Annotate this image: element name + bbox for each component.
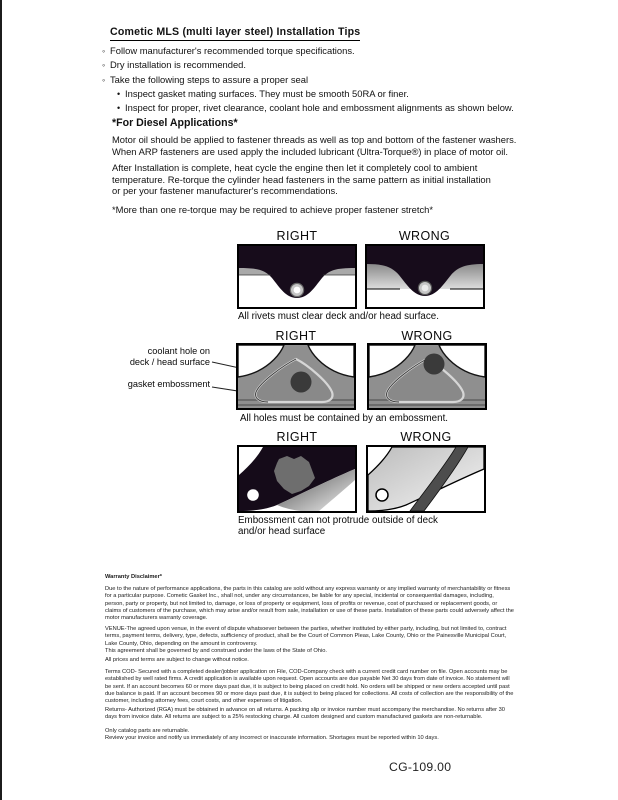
paragraph-text: Review your invoice and notify us immediately of any incorrect or inaccurate information. Shortages must be reported within 10 days. bbox=[105, 735, 439, 742]
hole-outside-illustration bbox=[369, 345, 485, 408]
tip-text: Follow manufacturer's recommended torque specifications. bbox=[110, 45, 355, 56]
paragraph-text: Only catalog parts are returnable. bbox=[105, 728, 190, 734]
warranty-disclaimer-heading: Warranty Disclaimer* bbox=[105, 574, 163, 580]
hole-diagram-wrong bbox=[367, 343, 487, 410]
warranty-paragraph: Due to the nature of performance applications, the parts in this catalog are sold without any express warranty or any implied warranty of merchantability or fitness for a particular purpose. Cometic Gasket Inc., shall not, under any circumstances, be liable for any special, incidental or consequential damages, including, person, party or property, but not limited to, damage, or loss of property or equipment, loss of profits or revenue, cost of purchased or replacement goods, or claims of customers of the purchase, which may arise and/or result from sale, installation or use of these parts. Installation of these parts could adversely affect the motor manufacturers warranty coverage. bbox=[105, 586, 514, 622]
tip-text: Take the following steps to assure a proper seal bbox=[110, 73, 309, 85]
gasket-embossment-label: gasket embossment bbox=[127, 379, 210, 389]
embossment-inside-illustration bbox=[239, 447, 355, 511]
caption-line: and/or head surface bbox=[238, 526, 326, 537]
terms-cod-paragraph: Terms COD- Secured with a completed dealer/jobber application on File, COD-Company check with a current credit card number on file. Open accounts may be established by well rated firms. A credit application is available upon request. Open accounts are due payable Net 30 days from date of invoice. No statement will be sent. If an account becomes 60 or more days past due, it is subject to being placed on credit hold. No orders will be shipped or new orders accepted until past due balance is paid. If an account becomes 90 or more days past due, it is subject to being placed for collections. All costs of collection are the responsibility of the customer, including attorney fees, court costs, and other expenses of litigation. bbox=[105, 669, 514, 705]
tip-text: Inspect for proper, rivet clearance, coolant hole and embossment alignments as shown below. bbox=[125, 102, 514, 114]
label-line: coolant hole on bbox=[147, 346, 210, 356]
paragraph-line: After Installation is complete, heat cycle the engine then let it completely cool to ambient bbox=[112, 162, 478, 173]
hole-diagram-right bbox=[236, 343, 356, 410]
paragraph-line: When ARP fasteners are used apply the included lubricant (Ultra-Torque®) in place of motor oil. bbox=[112, 145, 508, 157]
venue-paragraph bbox=[105, 626, 514, 655]
protrude-caption bbox=[238, 515, 438, 537]
embossment-protrude-illustration bbox=[368, 447, 484, 511]
dot-bullet-icon bbox=[117, 101, 125, 115]
hole-contained-illustration bbox=[238, 345, 354, 408]
label-line: deck / head surface bbox=[129, 356, 210, 367]
wrong-label-3: WRONG bbox=[400, 430, 452, 444]
paragraph-text: This agreement shall be governed by and construed under the laws of the State of Ohio. bbox=[105, 647, 327, 654]
embossment-diagram-wrong bbox=[366, 445, 486, 513]
tip-text: Dry installation is recommended. bbox=[110, 59, 246, 71]
rivet-diagram-right bbox=[237, 244, 357, 309]
open-bullet-icon bbox=[102, 44, 110, 58]
right-label-1: RIGHT bbox=[276, 229, 318, 243]
open-bullet-icon bbox=[102, 73, 110, 87]
installation-tips-list bbox=[102, 44, 514, 115]
wrong-label-2: WRONG bbox=[401, 329, 453, 343]
embossment-diagram-right bbox=[237, 445, 357, 513]
prices-paragraph: All prices and terms are subject to change without notice. bbox=[105, 657, 249, 663]
rivet-diagram-wrong bbox=[365, 244, 485, 309]
list-item bbox=[102, 44, 514, 58]
wrong-label-1: WRONG bbox=[398, 229, 451, 243]
holes-caption: All holes must be contained by an embossment. bbox=[240, 413, 449, 424]
returns-paragraph: Returns- Authorized (RGA) must be obtained in advance on all returns. A packing slip or invoice number must accompany the merchandise. No returns after 30 days from invoice date. All returns are subject to a 25% restocking charge. All custom designed and custom manufactured gaskets are non-returnable. bbox=[105, 707, 505, 721]
list-item bbox=[117, 101, 514, 115]
rivet-interfere-illustration bbox=[367, 246, 483, 307]
rivet-clear-illustration bbox=[239, 246, 355, 307]
page-left-edge bbox=[0, 0, 2, 800]
right-label-2: RIGHT bbox=[275, 329, 317, 343]
paragraph-text: VENUE-The agreed upon venue, in the event of dispute whatsoever between the parties, whether instituted by either party, including, but not limited to, contract terms, payment terms, delivery, type, defects, sufficiency of product, shall be the Court of Common Pleas, Lake County, Ohio or the Painesville Municipal Court, Lake County, Ohio, depending on the amount in controversy. bbox=[105, 626, 507, 647]
list-item bbox=[102, 58, 514, 72]
retorque-note: *More than one re-torque may be required to achieve proper fastener stretch* bbox=[112, 204, 434, 215]
diesel-paragraph-2 bbox=[112, 162, 491, 197]
tip-text: Inspect gasket mating surfaces. They must be smooth 50RA or finer. bbox=[125, 87, 409, 99]
right-label-3: RIGHT bbox=[276, 430, 318, 444]
page-title: Cometic MLS (multi layer steel) Installation Tips bbox=[110, 26, 360, 41]
diesel-paragraph-1 bbox=[112, 134, 516, 157]
caption-line: Embossment can not protrude outside of deck bbox=[238, 515, 438, 526]
list-item bbox=[102, 73, 514, 87]
paragraph-line: temperature. Re-torque the cylinder head fasteners in the same pattern as initial installation bbox=[112, 173, 491, 185]
dot-bullet-icon bbox=[117, 87, 125, 101]
list-item bbox=[117, 87, 514, 101]
paragraph-line: Motor oil should be applied to fastener threads as well as top and bottom of the fastener washers. bbox=[112, 134, 517, 145]
page-code: CG-109.00 bbox=[389, 760, 452, 774]
rivet-caption: All rivets must clear deck and/or head surface. bbox=[238, 311, 439, 322]
open-bullet-icon bbox=[102, 58, 110, 72]
diesel-applications-heading: *For Diesel Applications* bbox=[112, 117, 238, 129]
coolant-hole-label bbox=[110, 346, 210, 367]
paragraph-line: or per your fastener manufacturer's recommendations. bbox=[112, 185, 338, 197]
returnable-paragraph bbox=[105, 728, 514, 743]
